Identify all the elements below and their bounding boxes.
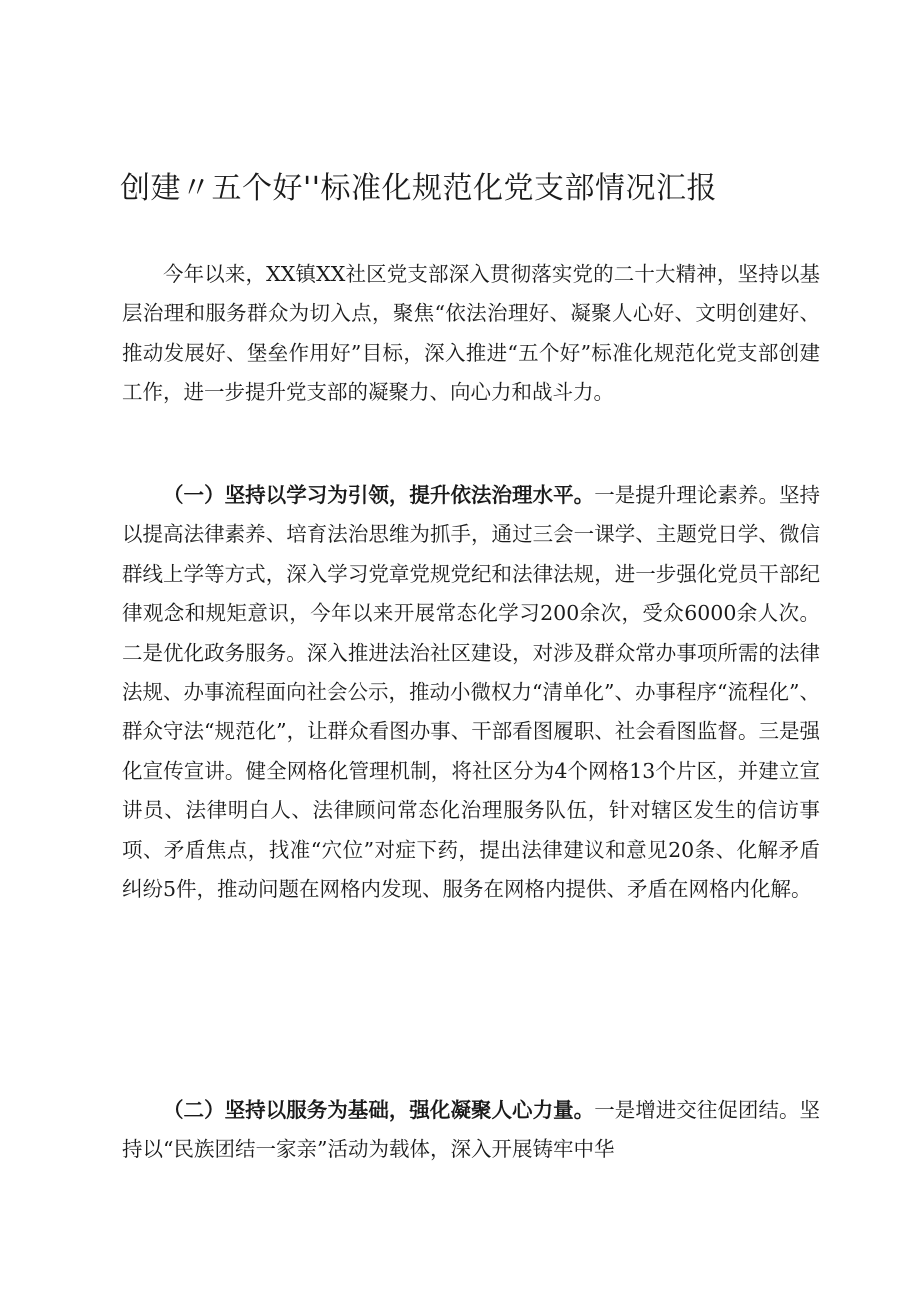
paragraph-body: 今年以来，XX镇XX社区党支部深入贯彻落实党的二十大精神，坚持以基层治理和服务群众为切入点，聚焦“依法治理好、凝聚人心好、文明创建好、推动发展好、堡垒作用好”目标，深入推进“五个好”标准化规范化党支部创建工作，进一步提升党支部的凝聚力、向心力和战斗力。 xyxy=(122,262,820,405)
section-heading: （二）坚持以服务为基础，强化凝聚人心力量。 xyxy=(163,1098,595,1122)
paragraph-body: 一是增进交往促团结。坚持以“民族团结一家亲”活动为载体，深入开展铸牢中华 xyxy=(122,1098,821,1162)
paragraph-section-2 xyxy=(122,1091,820,1170)
paragraph-intro xyxy=(122,255,820,413)
section-heading: （一）坚持以学习为引领，提升依法治理水平。 xyxy=(163,483,595,507)
paragraph-body: 一是提升理论素养。坚持以提高法律素养、培育法治思维为抓手，通过三会一课学、主题党日学、微信群线上学等方式，深入学习党章党规党纪和法律法规，进一步强化党员干部纪律观念和规矩意识，今年以来开展常态化学习200余次，受众6000余人次。二是优化政务服务。深入推进法治社区建设，对涉及群众常办事项所需的法律法规、办事流程面向社会公示，推动小微权力“清单化”、办事程序“流程化”、群众守法“规范化”，让群众看图办事、干部看图履职、社会看图监督。三是强化宣传宣讲。健全网格化管理机制，将社区分为4个网格13个片区，并建立宣讲员、法律明白人、法律顾问常态化治理服务队伍，针对辖区发生的信访事项、矛盾焦点，找准“穴位”对症下药，提出法律建议和意见20条、化解矛盾纠纷5件，推动问题在网格内发现、服务在网格内提供、矛盾在网格内化解。 xyxy=(122,483,821,902)
paragraph-text xyxy=(122,255,820,413)
paragraph-text xyxy=(122,1091,820,1170)
paragraph-text xyxy=(122,476,820,909)
document-title: 创建〃五个好''标准化规范化党支部情况汇报 xyxy=(120,171,717,206)
paragraph-section-1 xyxy=(122,476,820,909)
